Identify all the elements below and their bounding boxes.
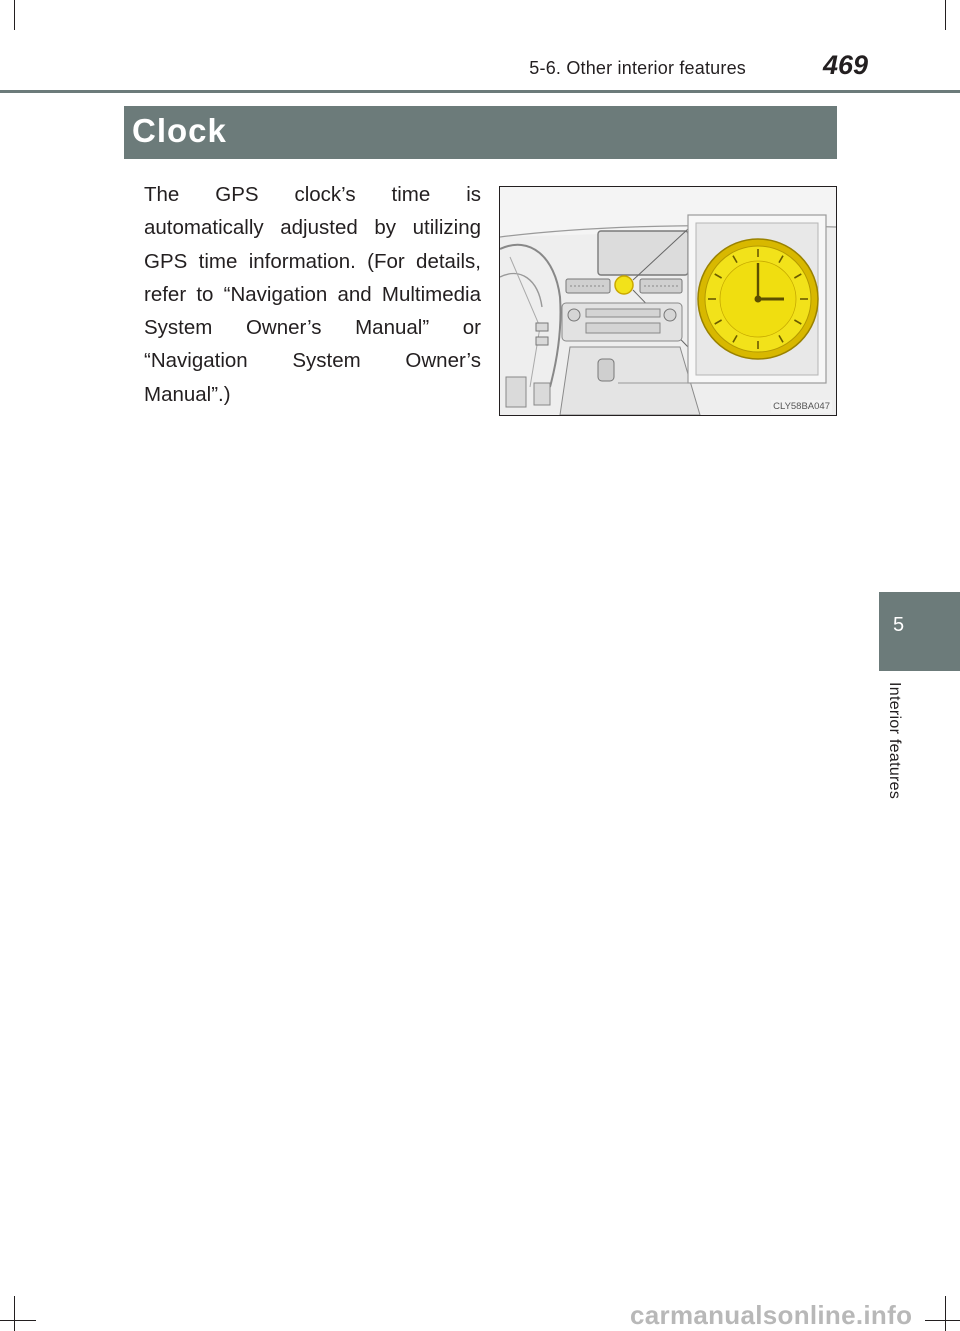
page-number: 469: [822, 50, 868, 80]
crop-mark: [0, 1320, 36, 1321]
crop-mark: [945, 1296, 946, 1331]
body-paragraph: The GPS clock’s time is automatically adjusted by utilizing GPS time information. (For details, refer to “Navigation and Multimedia System Owner’s Manual” or “Navigation System Owner’s Manual”.): [144, 183, 481, 406]
section-title-bar: [124, 106, 837, 159]
crop-mark: [925, 1320, 960, 1321]
crop-mark: [14, 1296, 15, 1331]
dashboard-figure: [499, 186, 837, 416]
chapter-label: Interior features: [886, 682, 903, 800]
header-rule: [0, 90, 960, 93]
figure-code: CLY58BA047: [773, 401, 830, 412]
crop-mark: [945, 0, 946, 30]
section-header: 5-6. Other interior features: [529, 58, 746, 78]
analog-clock-icon: [698, 239, 818, 359]
crop-mark: [14, 0, 15, 30]
chapter-number: 5: [893, 614, 905, 636]
chapter-tab: [879, 592, 960, 671]
watermark-text: carmanualsonline.info: [630, 1300, 913, 1330]
section-title: Clock: [132, 112, 227, 149]
dashboard-illustration: [500, 187, 836, 415]
